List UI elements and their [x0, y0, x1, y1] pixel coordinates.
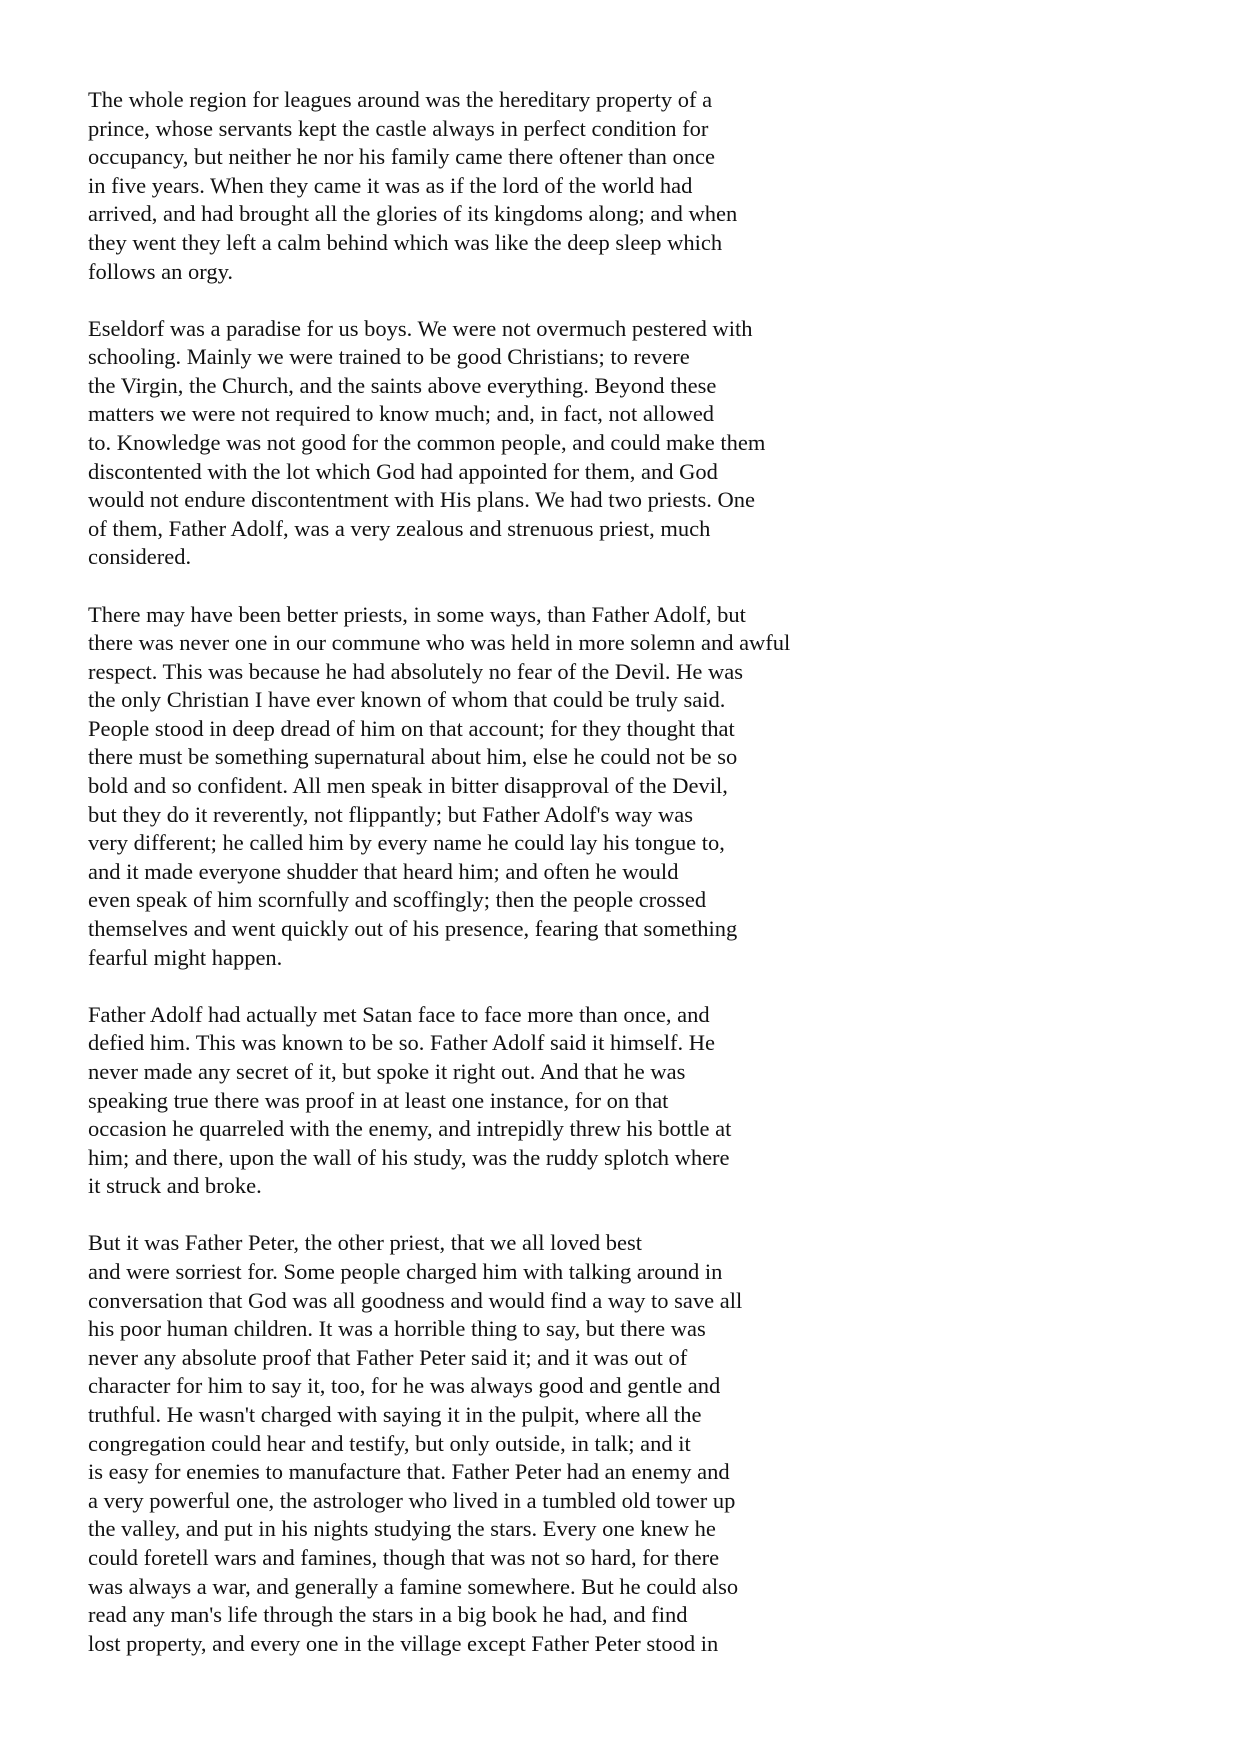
- text-line: themselves and went quickly out of his presence, fearing that something: [88, 916, 738, 942]
- text-line: in five years. When they came it was as if the lord of the world had: [88, 172, 693, 198]
- text-line: character for him to say it, too, for he was always good and gentle and: [88, 1373, 721, 1399]
- text-line: congregation could hear and testify, but only outside, in talk; and it: [88, 1430, 691, 1456]
- text-line: would not endure discontentment with His plans. We had two priests. One: [88, 487, 756, 513]
- text-line: defied him. This was known to be so. Father Adolf said it himself. He: [88, 1030, 716, 1056]
- paragraph-4: [88, 1001, 1168, 1201]
- text-line: it struck and broke.: [88, 1173, 262, 1199]
- text-line: considered.: [88, 544, 192, 570]
- text-line: is easy for enemies to manufacture that. Father Peter had an enemy and: [88, 1459, 730, 1485]
- text-line: could foretell wars and famines, though that was not so hard, for there: [88, 1544, 720, 1570]
- text-line: a very powerful one, the astrologer who lived in a tumbled old tower up: [88, 1487, 736, 1513]
- paragraph-5: [88, 1229, 1168, 1658]
- text-line: fearful might happen.: [88, 944, 283, 970]
- text-line: lost property, and every one in the village except Father Peter stood in: [88, 1630, 719, 1656]
- text-line: There may have been better priests, in some ways, than Father Adolf, but: [88, 601, 746, 627]
- text-line: and it made everyone shudder that heard him; and often he would: [88, 858, 679, 884]
- text-line: matters we were not required to know much; and, in fact, not allowed: [88, 401, 715, 427]
- text-line: conversation that God was all goodness and would find a way to save all: [88, 1287, 743, 1313]
- text-line: they went they left a calm behind which was like the deep sleep which: [88, 229, 723, 255]
- text-line: schooling. Mainly we were trained to be good Christians; to revere: [88, 344, 690, 370]
- paragraph-2: [88, 315, 1168, 572]
- text-line: to. Knowledge was not good for the common people, and could make them: [88, 430, 766, 456]
- paragraph-3: [88, 601, 1168, 973]
- text-line: the valley, and put in his nights studying the stars. Every one knew he: [88, 1516, 716, 1542]
- text-line: arrived, and had brought all the glories of its kingdoms along; and when: [88, 201, 738, 227]
- text-line: Eseldorf was a paradise for us boys. We were not overmuch pestered with: [88, 315, 753, 341]
- text-line: occasion he quarreled with the enemy, and intrepidly threw his bottle at: [88, 1116, 732, 1142]
- text-line: speaking true there was proof in at least one instance, for on that: [88, 1087, 669, 1113]
- text-line: the only Christian I have ever known of whom that could be truly said.: [88, 687, 726, 713]
- text-line: occupancy, but neither he nor his family came there oftener than once: [88, 144, 716, 170]
- text-line: Father Adolf had actually met Satan face to face more than once, and: [88, 1001, 710, 1027]
- text-line: his poor human children. It was a horrible thing to say, but there was: [88, 1316, 706, 1342]
- text-line: but they do it reverently, not flippantly; but Father Adolf's way was: [88, 801, 693, 827]
- text-line: truthful. He wasn't charged with saying it in the pulpit, where all the: [88, 1401, 702, 1427]
- text-line: of them, Father Adolf, was a very zealous and strenuous priest, much: [88, 515, 711, 541]
- text-line: there must be something supernatural about him, else he could not be so: [88, 744, 738, 770]
- text-line: But it was Father Peter, the other priest, that we all loved best: [88, 1230, 642, 1256]
- text-line: respect. This was because he had absolutely no fear of the Devil. He was: [88, 658, 743, 684]
- document-page: [88, 86, 1168, 1687]
- text-line: bold and so confident. All men speak in bitter disapproval of the Devil,: [88, 773, 728, 799]
- text-line: The whole region for leagues around was the hereditary property of a: [88, 87, 713, 112]
- text-line: was always a war, and generally a famine somewhere. But he could also: [88, 1573, 739, 1599]
- paragraph-1: [88, 86, 1168, 286]
- text-line: the Virgin, the Church, and the saints above everything. Beyond these: [88, 372, 717, 398]
- text-line: very different; he called him by every name he could lay his tongue to,: [88, 830, 725, 856]
- text-line: read any man's life through the stars in a big book he had, and find: [88, 1602, 688, 1628]
- text-line: him; and there, upon the wall of his study, was the ruddy splotch where: [88, 1144, 730, 1170]
- text-line: never any absolute proof that Father Peter said it; and it was out of: [88, 1344, 688, 1370]
- text-line: even speak of him scornfully and scoffingly; then the people crossed: [88, 887, 707, 913]
- text-line: follows an orgy.: [88, 258, 233, 284]
- text-line: discontented with the lot which God had appointed for them, and God: [88, 458, 718, 484]
- text-line: never made any secret of it, but spoke it right out. And that he was: [88, 1058, 686, 1084]
- text-line: People stood in deep dread of him on that account; for they thought that: [88, 715, 735, 741]
- text-line: prince, whose servants kept the castle always in perfect condition for: [88, 115, 709, 141]
- text-line: and were sorriest for. Some people charged him with talking around in: [88, 1258, 723, 1284]
- text-line: there was never one in our commune who was held in more solemn and awful: [88, 630, 791, 656]
